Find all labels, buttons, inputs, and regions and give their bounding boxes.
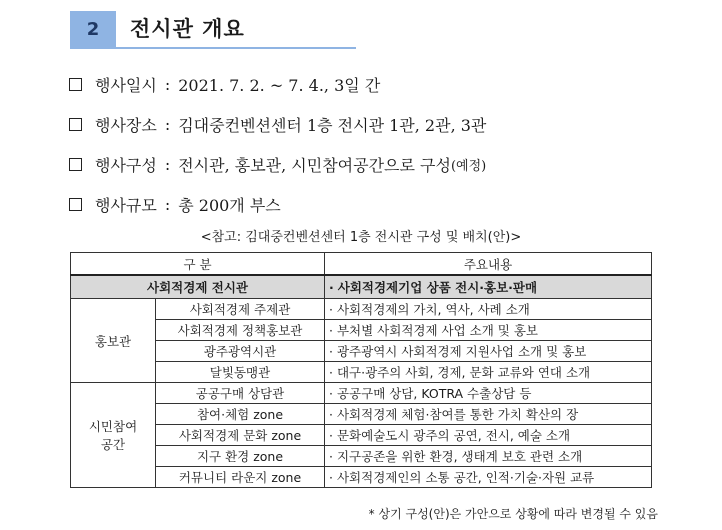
bullet-value: 2021. 7. 2. ~ 7. 4., 3일 간: [178, 75, 381, 95]
hall-layout-table: [70, 252, 652, 488]
bullet-event-venue: [69, 112, 486, 136]
table-row: [71, 404, 652, 425]
bullet-dot: ·: [329, 470, 333, 485]
group-label-citizen: 시민참여 공간: [71, 383, 156, 488]
table-row: [71, 362, 652, 383]
bullet-value: 전시관, 홍보관, 시민참여공간으로 구성: [178, 155, 451, 175]
row-desc: · 사회적경제의 가치, 역사, 사례 소개: [325, 299, 652, 320]
section-underline: [70, 47, 356, 49]
bullet-dot: ·: [329, 428, 333, 443]
colon: :: [164, 194, 171, 214]
bullet-label: 행사규모: [95, 195, 157, 215]
row-name: 광주광역시관: [156, 341, 325, 362]
bullet-value: 김대중컨벤션센터 1층 전시관 1관, 2관, 3관: [178, 115, 487, 135]
table-caption: <참고: 김대중컨벤션센터 1층 전시관 구성 및 배치(안)>: [200, 230, 522, 245]
bullet-dot: ·: [329, 323, 333, 338]
bullet-dot: ·: [329, 407, 333, 422]
checkbox-icon: [69, 158, 82, 171]
row-name: 지구 환경 zone: [156, 446, 325, 467]
colon: :: [164, 74, 171, 94]
table-row: [71, 467, 652, 488]
table-row: [71, 446, 652, 467]
bullet-event-composition: [69, 152, 486, 176]
bullet-event-scale: [69, 192, 281, 216]
row-desc: · 지구공존을 위한 환경, 생태계 보호 관련 소개: [325, 446, 652, 467]
featured-desc: · 사회적경제기업 상품 전시·홍보·판매: [325, 275, 652, 299]
row-name: 달빛동맹관: [156, 362, 325, 383]
header-content: 주요내용: [325, 253, 652, 276]
table-row: [71, 299, 652, 320]
bullet-dot: ·: [329, 386, 333, 401]
colon: :: [164, 114, 171, 134]
checkbox-icon: [69, 118, 82, 131]
row-name: 참여·체험 zone: [156, 404, 325, 425]
footnote: * 상기 구성(안)은 가안으로 상황에 따라 변경될 수 있음: [368, 507, 658, 521]
header-category: 구 분: [71, 253, 325, 276]
row-desc: · 광주광역시 사회적경제 지원사업 소개 및 홍보: [325, 341, 652, 362]
row-name: 사회적경제 정책홍보관: [156, 320, 325, 341]
featured-name: 사회적경제 전시관: [71, 275, 325, 299]
table-row-featured: [71, 275, 652, 299]
bullet-label: 행사장소: [95, 115, 157, 135]
table-row: [71, 425, 652, 446]
bullet-value: 총 200개 부스: [178, 195, 281, 215]
bullet-dot: ·: [329, 302, 333, 317]
row-desc: · 대구·광주의 사회, 경제, 문화 교류와 연대 소개: [325, 362, 652, 383]
table-row: [71, 383, 652, 404]
bullet-suffix: (예정): [450, 158, 487, 174]
section-title: 전시관 개요: [130, 17, 245, 41]
row-desc: · 부처별 사회적경제 사업 소개 및 홍보: [325, 320, 652, 341]
section-number: 2: [70, 11, 116, 47]
row-desc: · 사회적경제인의 소통 공간, 인적·기술·자원 교류: [325, 467, 652, 488]
bullet-label: 행사구성: [95, 155, 157, 175]
checkbox-icon: [69, 78, 82, 91]
bullet-dot: ·: [329, 344, 333, 359]
bullet-label: 행사일시: [95, 75, 157, 95]
bullet-dot: ·: [329, 280, 334, 295]
row-name: 공공구매 상담관: [156, 383, 325, 404]
row-desc: · 문화예술도시 광주의 공연, 전시, 예술 소개: [325, 425, 652, 446]
bullet-dot: ·: [329, 365, 333, 380]
checkbox-icon: [69, 198, 82, 211]
table-header-row: [71, 253, 652, 276]
row-desc: · 공공구매 상담, KOTRA 수출상담 등: [325, 383, 652, 404]
row-name: 커뮤니티 라운지 zone: [156, 467, 325, 488]
bullet-dot: ·: [329, 449, 333, 464]
bullet-event-date: [69, 72, 380, 96]
group-label-promo: 홍보관: [71, 299, 156, 383]
table-row: [71, 320, 652, 341]
table-row: [71, 341, 652, 362]
row-name: 사회적경제 주제관: [156, 299, 325, 320]
row-name: 사회적경제 문화 zone: [156, 425, 325, 446]
row-desc: · 사회적경제 체험·참여를 통한 가치 확산의 장: [325, 404, 652, 425]
colon: :: [164, 154, 171, 174]
